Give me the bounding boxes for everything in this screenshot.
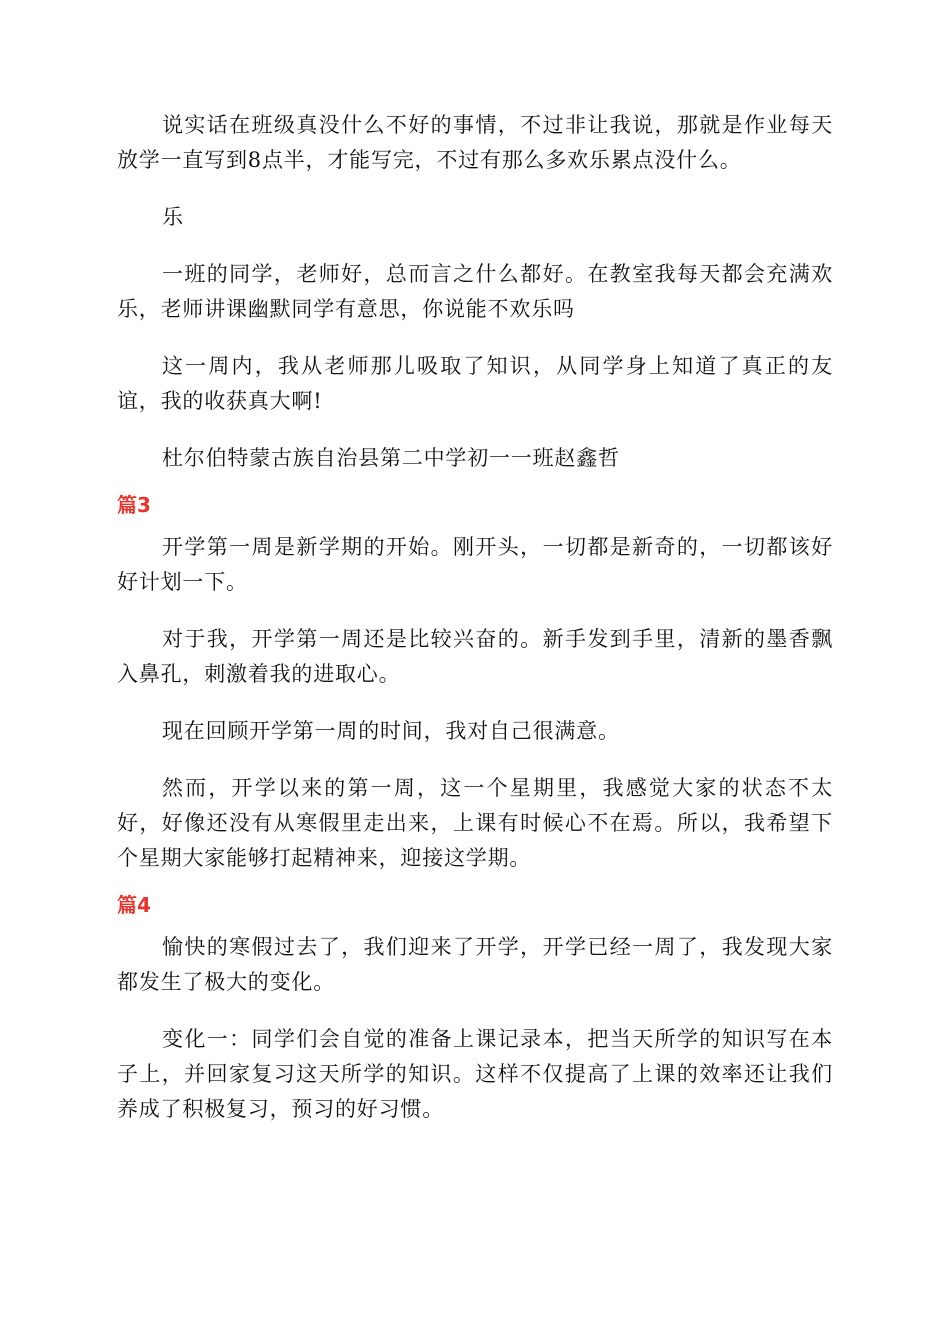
paragraph: 变化一：同学们会自觉的准备上课记录本，把当天所学的知识写在本子上，并回家复习这天所学的知识。这样不仅提高了上课的效率还让我们养成了积极复习，预习的好习惯。 xyxy=(117,1027,833,1121)
paragraph: 开学第一周是新学期的开始。刚开头，一切都是新奇的，一切都该好好计划一下。 xyxy=(117,535,833,594)
paragraph: 这一周内，我从老师那儿吸取了知识，从同学身上知道了真正的友谊，我的收获真大啊! xyxy=(117,354,833,413)
paragraph: 对于我，开学第一周还是比较兴奋的。新手发到手里，清新的墨香飘入鼻孔，刺激着我的进取心。 xyxy=(117,627,833,686)
document-body xyxy=(117,108,833,1149)
section-heading-4: 篇4 xyxy=(117,893,151,917)
paragraph: 然而，开学以来的第一周，这一个星期里，我感觉大家的状态不太好，好像还没有从寒假里走出来，上课有时候心不在焉。所以，我希望下个星期大家能够打起精神来，迎接这学期。 xyxy=(117,776,833,870)
paragraph: 现在回顾开学第一周的时间，我对自己很满意。 xyxy=(162,719,620,743)
paragraph: 说实话在班级真没什么不好的事情，不过非让我说，那就是作业每天放学一直写到8点半，才能写完，不过有那么多欢乐累点没什么。 xyxy=(117,113,833,172)
section-heading-3: 篇3 xyxy=(117,493,151,517)
author-line: 杜尔伯特蒙古族自治县第二中学初一一班赵鑫哲 xyxy=(162,446,620,470)
paragraph: 愉快的寒假过去了，我们迎来了开学，开学已经一周了，我发现大家都发生了极大的变化。 xyxy=(117,935,833,994)
paragraph: 乐 xyxy=(162,205,184,229)
paragraph: 一班的同学，老师好，总而言之什么都好。在教室我每天都会充满欢乐，老师讲课幽默同学有意思，你说能不欢乐吗 xyxy=(117,262,833,321)
